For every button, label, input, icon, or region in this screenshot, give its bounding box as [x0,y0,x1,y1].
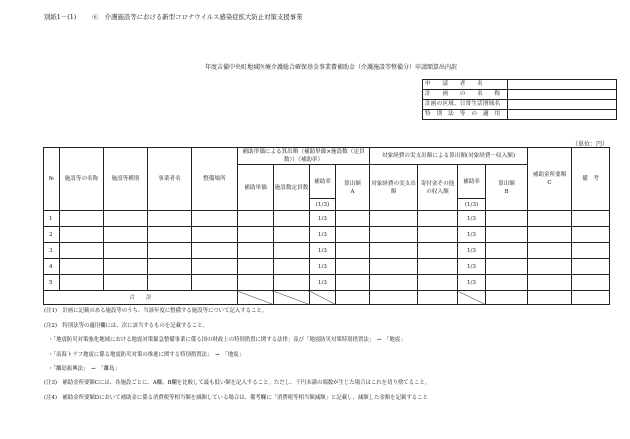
total-actual-expense[interactable] [370,291,418,305]
col-actual-expense-header: 対象経費の実支出額 [370,165,418,211]
col-facility-name-header: 施設等の名称 [60,148,104,211]
rate-b-cell: 1/3 [458,227,486,243]
slash-cell [310,291,336,305]
calc-b-label: 算出額 [498,180,515,187]
table-row [44,227,610,243]
applicant-name-value[interactable] [508,80,617,90]
note-3: (注3) 補助金所要額Cには、各施設ごとに、A欄、B欄を比較して最も低い額を記入すること。ただし、千円未満の端数が生じた場合はこれを切り捨てること。 [44,380,431,386]
table-row [44,243,610,259]
form-id: 別紙1－(1) [44,13,77,21]
rate-b-cell: 1/3 [458,259,486,275]
calculation-table [43,147,610,305]
slash-cell [274,291,310,305]
row-number: 3 [44,243,60,259]
total-row [44,291,610,305]
applicant-row [423,110,617,120]
group-a-header: 補助単価による算出額（補助単価×施設数（定員数））（補助率） [238,148,370,165]
form-title: ⑥ 介護施設等における新型コロナウイルス感染症拡大防止対策支援事業 [92,13,303,21]
plan-name-label: 計 画 の 名 称 [423,90,508,100]
calc-b-letter: B [504,188,509,195]
rate-a-value-header: (1/3) [310,199,336,211]
note-2-item-2: ・「南海トラフ地震に係る地震防災対策の推進に関する特別措置法」 → 「地震」 [48,352,244,358]
required-letter: C [547,180,552,186]
rate-a-cell: 1/3 [310,243,336,259]
col-unit-price-header: 補助単価 [238,165,274,211]
col-rate-b-header: 補助率 [458,165,486,199]
col-facility-type-header: 施設等種別 [104,148,148,211]
plan-name-value[interactable] [508,90,617,100]
plan-area-value[interactable] [508,100,617,110]
special-law-value[interactable] [508,110,617,120]
row-number: 2 [44,227,60,243]
col-location-header: 整備場所 [192,148,238,211]
col-deduction-header: 寄付金その他の収入額 [418,165,458,211]
col-rate-a-header: 補助率 [310,165,336,199]
note-1: (注1) 計画に記載のある施設等のうち、当該年度に整備する施設等について記入すること。 [44,308,268,314]
table-row [44,275,610,291]
rate-b-value-header: (1/3) [458,199,486,211]
slash-cell [238,291,274,305]
total-remarks[interactable] [572,291,610,305]
total-label: 合 計 [44,291,238,305]
note-2: (注2) 特別法等の適用欄には、次に該当するものを記載すること。 [44,323,208,329]
applicant-row [423,90,617,100]
rate-a-cell: 1/3 [310,275,336,291]
plan-area-label: 計画の区域、日常生活圏域名 [423,100,508,110]
calc-a-label: 算出額 [344,180,361,187]
rate-a-cell: 1/3 [310,259,336,275]
applicant-row [423,80,617,90]
rate-a-cell: 1/3 [310,227,336,243]
rate-b-cell: 1/3 [458,243,486,259]
rate-b-cell: 1/3 [458,211,486,227]
document-subtitle: 年度吉備中央町地域医療介護総合確保基金事業費補助金（介護施設等整備分）申請額算出内訳 [205,64,458,71]
note-4: (注4) 補助金所要額Dにおいて補助金に係る消費税等相当額を減額している場合は、備考欄に「消費税等相当額減額」と記載し、減額した金額を記載すること [44,395,428,401]
applicant-row [423,100,617,110]
row-number: 4 [44,259,60,275]
total-calc-b[interactable] [486,291,528,305]
special-law-label: 特 別 法 等 の 適 用 [423,110,508,120]
table-row [44,259,610,275]
row-number: 1 [44,211,60,227]
total-calc-a[interactable] [336,291,370,305]
group-b-header: 対象経費の実支出額による算出額(対象経費－収入額) [370,148,528,165]
col-operator-header: 事業者名 [148,148,192,211]
col-calc-b-header [486,165,528,211]
col-remarks-header: 備 考 [572,148,610,211]
required-label: 補助金所要額 [532,172,567,178]
col-required-header [528,148,572,211]
rate-a-cell: 1/3 [310,211,336,227]
rate-b-cell: 1/3 [458,275,486,291]
slash-cell [458,291,486,305]
calc-a-letter: A [350,188,355,195]
col-capacity-header: 施設数定員数 [274,165,310,211]
applicant-name-label: 申 請 者 名 [423,80,508,90]
col-no-header: № [44,148,60,211]
row-number: 5 [44,275,60,291]
total-required[interactable] [528,291,572,305]
applicant-table [422,79,617,120]
note-2-item-1: ・「地震防災対策強化地域における地震対策緊急整備事業に係る国の財政上の特別措置に関する法律」及び「地震防災対策特別措置法」 → 「地震」 [48,337,406,343]
note-2-item-3: ・「離島振興法」 → 「離島」 [48,366,120,372]
unit-note: （単位：円） [572,141,609,148]
table-row [44,211,610,227]
col-calc-a-header [336,165,370,211]
total-deduction[interactable] [418,291,458,305]
